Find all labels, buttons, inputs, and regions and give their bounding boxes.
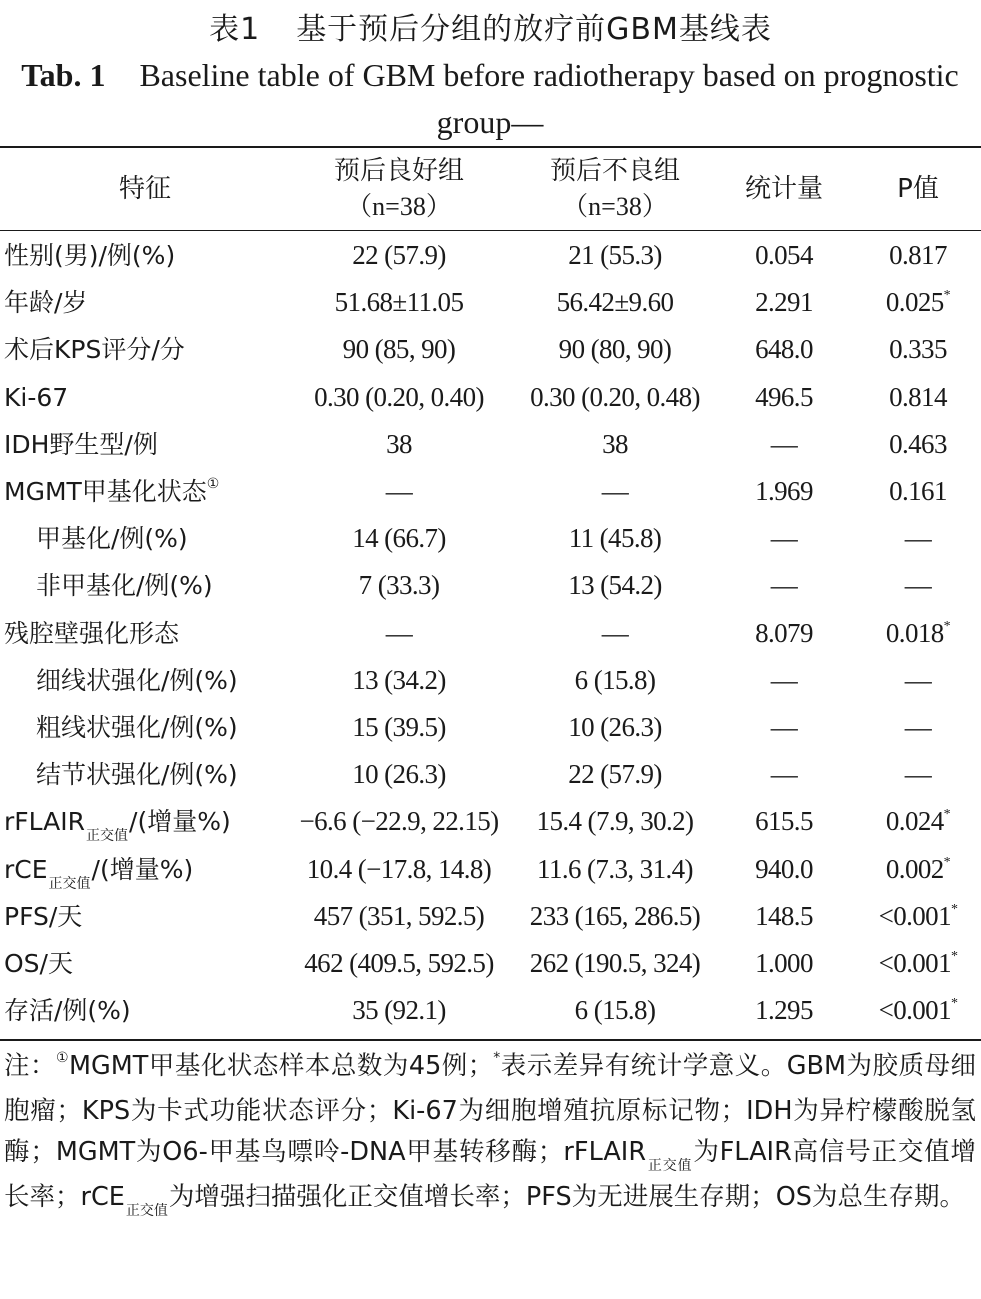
cell-poor-group: 13 (54.2)	[568, 570, 662, 601]
p-value-text: 0.335	[889, 334, 947, 365]
table-row	[0, 610, 981, 657]
cell-good-group: −6.6 (−22.9, 22.15)	[299, 806, 499, 837]
cell-p-value	[858, 610, 978, 657]
cell-good-group: 13 (34.2)	[352, 664, 446, 695]
cell-feature	[4, 940, 73, 987]
cell-statistic: 1.000	[755, 948, 813, 978]
feature-text: 甲基化/例(%)	[36, 524, 188, 554]
p-value-text: 0.161	[889, 476, 947, 506]
cell-p-value	[858, 374, 978, 421]
p-value-text: 0.002	[885, 853, 944, 884]
cell-feature	[36, 657, 238, 704]
p-value-text: 0.814	[889, 381, 947, 412]
cell-p-value	[858, 751, 978, 798]
header-good-group	[292, 150, 506, 228]
cell-statistic: —	[770, 570, 798, 601]
cell-poor-group: 90 (80, 90)	[558, 334, 672, 365]
cell-poor-group: —	[601, 476, 629, 506]
cell-p-value	[858, 987, 978, 1034]
cell-feature	[4, 279, 87, 326]
p-value-text: —	[904, 664, 932, 695]
cell-good-group: 35 (92.1)	[352, 995, 446, 1026]
feature-text: 术后KPS评分/分	[4, 335, 185, 365]
table-row	[0, 515, 981, 562]
cell-feature	[4, 846, 193, 893]
cell-statistic: 8.079	[755, 617, 813, 648]
cell-poor-group: 11 (45.8)	[568, 523, 662, 554]
cell-poor-group: 11.6 (7.3, 31.4)	[537, 853, 693, 884]
cell-p-value	[858, 940, 978, 987]
cell-feature	[4, 421, 158, 468]
header-poor-n: （n=38）	[562, 192, 668, 221]
p-value-text: —	[904, 523, 932, 554]
cell-feature	[4, 893, 82, 940]
cell-statistic: —	[770, 428, 798, 459]
header-p-value	[858, 150, 978, 228]
cell-good-group: 10.4 (−17.8, 14.8)	[306, 853, 492, 884]
cell-good-group: 7 (33.3)	[358, 570, 440, 601]
feature-tail: /(增量%)	[129, 807, 231, 837]
header-poor-group	[512, 150, 718, 228]
table-row	[0, 326, 981, 373]
table-label-cn: 表1	[209, 12, 261, 47]
feature-superscript: ①	[206, 476, 220, 492]
significance-mark: *	[943, 288, 951, 304]
table-row	[0, 987, 981, 1034]
header-feature	[0, 150, 290, 228]
feature-tail: /(增量%)	[91, 854, 194, 884]
feature-text: Ki-67	[4, 382, 69, 412]
significance-mark: *	[943, 807, 951, 823]
cell-p-value	[858, 893, 978, 940]
cell-statistic: —	[770, 664, 798, 695]
cell-good-group: —	[385, 617, 413, 648]
footnote-sub-2: 正交值	[125, 1203, 168, 1219]
cell-statistic: —	[770, 759, 798, 790]
p-value-text: 0.025	[885, 287, 944, 318]
footnote-mark-2: *	[493, 1050, 501, 1066]
cell-good-group: 462 (409.5, 592.5)	[304, 948, 494, 978]
cell-poor-group: 22 (57.9)	[568, 759, 662, 790]
cell-p-value	[858, 232, 978, 279]
feature-text: IDH野生型/例	[4, 429, 158, 459]
footnote-text-4: 为增强扫描强化正交值增长率；PFS为无进展生存期；OS为总生存期。	[168, 1182, 965, 1212]
p-value-text: <0.001	[878, 948, 951, 978]
feature-text: 性别(男)/例(%)	[4, 241, 176, 270]
cell-p-value	[858, 468, 978, 515]
feature-text: 细线状强化/例(%)	[36, 665, 238, 695]
cell-good-group: 38	[386, 428, 412, 459]
cell-poor-group: —	[601, 617, 629, 648]
cell-feature	[4, 468, 219, 515]
significance-mark: *	[950, 996, 958, 1012]
cell-statistic: 648.0	[755, 334, 813, 365]
cell-p-value	[858, 657, 978, 704]
feature-text: 粗线状强化/例(%)	[36, 713, 238, 742]
cell-good-group: 0.30 (0.20, 0.40)	[314, 381, 484, 412]
cell-feature	[4, 610, 179, 657]
significance-mark: *	[950, 949, 958, 964]
p-value-text: 0.024	[885, 806, 944, 837]
cell-p-value	[858, 515, 978, 562]
feature-text: 非甲基化/例(%)	[36, 571, 213, 601]
header-poor-label: 预后不良组	[549, 156, 680, 186]
p-value-text: <0.001	[878, 995, 951, 1026]
cell-feature	[4, 374, 68, 421]
table-title-cn-text: 基于预后分组的放疗前GBM基线表	[296, 12, 772, 47]
cell-good-group: 15 (39.5)	[352, 712, 446, 742]
cell-p-value	[858, 279, 978, 326]
cell-poor-group: 15.4 (7.9, 30.2)	[536, 806, 694, 837]
cell-good-group: 14 (66.7)	[352, 523, 446, 554]
cell-statistic: 2.291	[755, 287, 813, 318]
table-row	[0, 798, 981, 845]
table-title-en-text: Baseline table of GBM before radiotherapy based on prognostic group—	[139, 57, 959, 140]
significance-mark: *	[943, 854, 951, 870]
cell-good-group: 457 (351, 592.5)	[313, 900, 485, 931]
table-row	[0, 374, 981, 421]
cell-p-value	[858, 704, 978, 751]
feature-text: OS/天	[4, 949, 73, 978]
cell-good-group: 22 (57.9)	[352, 240, 446, 270]
table-row	[0, 468, 981, 515]
feature-text: 结节状强化/例(%)	[36, 760, 238, 790]
header-good-label: 预后良好组	[333, 156, 464, 186]
header-p-label: P值	[897, 174, 939, 204]
table-footnote	[4, 1046, 976, 1222]
table-bottom-rule	[0, 1039, 981, 1041]
feature-text: PFS/天	[4, 901, 83, 931]
cell-feature	[4, 798, 231, 845]
table-row	[0, 846, 981, 893]
footnote-mark-1: ①	[56, 1050, 70, 1066]
feature-subscript: 正交值	[48, 875, 91, 892]
cell-feature	[36, 515, 188, 562]
cell-poor-group: 38	[602, 428, 628, 459]
table-row	[0, 657, 981, 704]
feature-text: MGMT甲基化状态	[4, 477, 207, 506]
feature-subscript: 正交值	[86, 828, 129, 845]
table-header-rule	[0, 230, 981, 231]
cell-poor-group: 262 (190.5, 324)	[529, 948, 701, 978]
header-good-n: （n=38）	[346, 192, 452, 221]
footnote-text-1: MGMT甲基化状态样本总数为45例；	[69, 1051, 494, 1081]
cell-statistic: 0.054	[755, 240, 813, 270]
table-row	[0, 893, 981, 940]
p-value-text: <0.001	[878, 900, 951, 931]
feature-text: 残腔壁强化形态	[4, 618, 180, 648]
cell-statistic: 148.5	[755, 900, 813, 931]
significance-mark: *	[950, 901, 958, 917]
table-label-en: Tab. 1	[21, 57, 106, 93]
table-row	[0, 940, 981, 987]
cell-good-group: —	[385, 476, 413, 506]
table-row	[0, 279, 981, 326]
p-value-text: 0.817	[889, 240, 947, 270]
feature-text: 年龄/岁	[4, 288, 88, 318]
table-row	[0, 562, 981, 609]
cell-statistic: 615.5	[755, 806, 813, 837]
table-top-rule	[0, 146, 981, 148]
header-stat-label: 统计量	[744, 174, 823, 204]
cell-poor-group: 6 (15.8)	[574, 995, 656, 1026]
table-title-cn	[0, 4, 981, 48]
p-value-text: —	[904, 712, 932, 742]
table-row	[0, 751, 981, 798]
cell-p-value	[858, 846, 978, 893]
cell-statistic: 1.969	[755, 476, 813, 506]
cell-good-group: 10 (26.3)	[352, 759, 446, 790]
cell-feature	[4, 987, 131, 1034]
p-value-text: 0.018	[885, 617, 944, 648]
cell-statistic: 940.0	[755, 853, 813, 884]
cell-good-group: 51.68±11.05	[334, 287, 464, 318]
cell-poor-group: 56.42±9.60	[556, 287, 674, 318]
cell-feature	[4, 232, 175, 279]
feature-text: rCE	[4, 854, 48, 884]
feature-text: 存活/例(%)	[4, 996, 131, 1026]
header-feature-label: 特征	[118, 174, 171, 204]
table-row	[0, 704, 981, 751]
footnote-text-3: 为FLAIR高信号正交值增长率；rCE	[4, 1137, 976, 1212]
table-row	[0, 421, 981, 468]
cell-statistic: 496.5	[755, 381, 813, 412]
cell-p-value	[858, 798, 978, 845]
cell-statistic: 1.295	[755, 995, 813, 1026]
cell-feature	[36, 704, 238, 751]
cell-poor-group: 0.30 (0.20, 0.48)	[530, 381, 700, 412]
cell-poor-group: 21 (55.3)	[568, 240, 662, 270]
cell-good-group: 90 (85, 90)	[342, 334, 456, 365]
cell-statistic: —	[770, 523, 798, 554]
footnote-lead: 注：	[4, 1051, 56, 1081]
header-statistic	[728, 150, 840, 228]
p-value-text: —	[904, 759, 932, 790]
cell-poor-group: 10 (26.3)	[568, 712, 662, 742]
significance-mark: *	[943, 618, 951, 634]
cell-p-value	[858, 562, 978, 609]
cell-poor-group: 6 (15.8)	[574, 664, 656, 695]
table-title-en	[20, 52, 960, 146]
p-value-text: —	[904, 570, 932, 601]
feature-text: rFLAIR	[4, 807, 86, 837]
cell-statistic: —	[770, 712, 798, 742]
footnote-sub-1: 正交值	[647, 1158, 693, 1174]
table-row	[0, 232, 981, 279]
cell-feature	[36, 562, 213, 609]
cell-feature	[36, 751, 238, 798]
cell-p-value	[858, 421, 978, 468]
cell-feature	[4, 326, 185, 373]
cell-p-value	[858, 326, 978, 373]
cell-poor-group: 233 (165, 286.5)	[529, 900, 701, 931]
footnote-text-2: 表示差异有统计学意义。GBM为胶质母细胞瘤；KPS为卡式功能状态评分；Ki-67为细胞增殖抗原标记物；IDH为异柠檬酸脱氢酶；MGMT为O6-甲基鸟嘌呤-DNA甲基转移酶；rFLAIR	[4, 1051, 976, 1167]
p-value-text: 0.463	[889, 428, 947, 459]
